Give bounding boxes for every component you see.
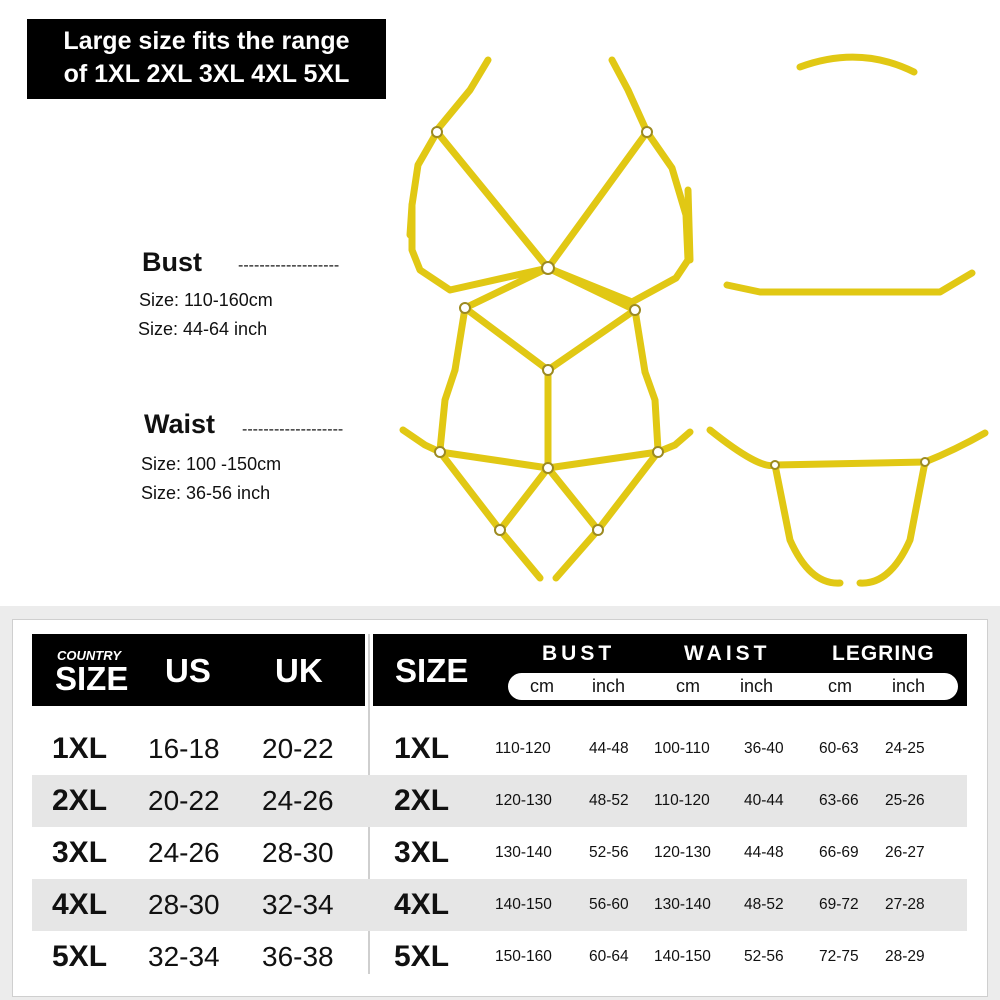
torso-right-upper	[635, 310, 645, 372]
table-row	[32, 827, 967, 879]
torso-left-lower	[440, 370, 455, 450]
uk-cell: 20-22	[262, 733, 334, 764]
waist-inch-cell: 52-56	[744, 948, 784, 965]
bust-size-cm: Size: 110-160cm	[139, 290, 273, 310]
uk-cell: 32-34	[262, 889, 334, 920]
bust-cm-unit: cm	[530, 676, 554, 696]
banner-line-2: of 1XL 2XL 3XL 4XL 5XL	[63, 60, 350, 88]
waist-cm-cell: 130-140	[654, 896, 711, 913]
o-ring-right	[642, 127, 652, 137]
o-ring-thong-right	[921, 458, 929, 466]
size-header-right: SIZE	[395, 652, 469, 689]
bust-size-inch: Size: 44-64 inch	[138, 319, 268, 339]
table-row	[32, 775, 967, 827]
bust-inch-cell: 48-52	[589, 792, 629, 809]
us-header: US	[165, 652, 211, 689]
size-cell-right: 5XL	[394, 940, 450, 973]
o-ring-mid-left	[460, 303, 470, 313]
size-cell-right: 2XL	[394, 784, 450, 817]
waist-size-inch: Size: 36-56 inch	[141, 483, 271, 503]
leg-inch-cell: 24-25	[885, 740, 925, 757]
inner-leg-left	[500, 468, 548, 530]
leg-inch-cell: 27-28	[885, 896, 925, 913]
size-header-left: SIZE	[55, 660, 129, 697]
uk-cell: 28-30	[262, 837, 334, 868]
size-cell: 2XL	[52, 784, 108, 817]
cup-left-outline	[412, 132, 548, 290]
neck-strap-left	[437, 60, 488, 130]
size-cell-right: 1XL	[394, 732, 450, 765]
o-ring-leg-right	[593, 525, 603, 535]
bust-inch-cell: 56-60	[589, 896, 629, 913]
waist-label: Waist	[144, 409, 216, 439]
bust-inch-cell: 44-48	[589, 740, 629, 757]
size-cell: 5XL	[52, 940, 108, 973]
lower-bust-strap	[465, 308, 635, 370]
o-ring-mid-right	[630, 305, 640, 315]
waist-cm-cell: 110-120	[654, 792, 710, 809]
bust-cm-cell: 130-140	[495, 844, 552, 861]
waist-cm-cell: 100-110	[654, 740, 710, 757]
bust-cm-cell: 150-160	[495, 948, 552, 965]
us-cell: 24-26	[148, 837, 220, 868]
o-ring-leg-left	[495, 525, 505, 535]
chest-band	[727, 273, 972, 292]
o-ring-waist-left	[435, 447, 445, 457]
o-ring-center	[542, 262, 554, 274]
leg-cm-cell: 60-63	[819, 740, 859, 757]
size-cell: 3XL	[52, 836, 108, 869]
waist-cm-cell: 140-150	[654, 948, 711, 965]
bust-label: Bust	[142, 247, 202, 277]
legring-header: LEGRING	[832, 642, 935, 665]
inner-leg-right	[548, 468, 598, 530]
bust-cm-cell: 120-130	[495, 792, 552, 809]
leg-inch-cell: 25-26	[885, 792, 925, 809]
waist-dashes: -------------------	[242, 421, 344, 438]
waist-cm-unit: cm	[676, 676, 700, 696]
bust-inch-cell: 60-64	[589, 948, 629, 965]
waist-inch-unit: inch	[740, 676, 774, 696]
torso-left-upper	[455, 308, 465, 370]
bust-header: BUST	[542, 642, 616, 665]
waist-header: WAIST	[684, 642, 771, 665]
bust-cm-cell: 110-120	[495, 740, 551, 757]
bust-cm-cell: 140-150	[495, 896, 552, 913]
leg-cm-cell: 63-66	[819, 792, 859, 809]
side-strap-right	[688, 190, 690, 260]
leg-strap-right	[556, 452, 658, 578]
leg-inch-cell: 28-29	[885, 948, 925, 965]
neck-band	[800, 57, 914, 72]
o-ring-thong-left	[771, 461, 779, 469]
leg-inch-cell: 26-27	[885, 844, 925, 861]
torso-right-lower	[645, 372, 658, 450]
table-row	[32, 723, 967, 775]
thong-left	[775, 465, 840, 583]
thong-waistband	[710, 430, 985, 466]
o-ring-lower	[543, 365, 553, 375]
country-label: COUNTRY	[57, 648, 122, 663]
table-row	[32, 879, 967, 931]
size-cell-right: 4XL	[394, 888, 450, 921]
leg-cm-cell: 72-75	[819, 948, 859, 965]
leg-cm-cell: 69-72	[819, 896, 859, 913]
o-ring-left	[432, 127, 442, 137]
leg-inch-unit: inch	[892, 676, 926, 696]
side-strap-left	[410, 205, 412, 235]
uk-header: UK	[275, 652, 323, 689]
o-ring-waist-right	[653, 447, 663, 457]
waist-inch-cell: 36-40	[744, 740, 784, 757]
leg-cm-cell: 66-69	[819, 844, 859, 861]
thong-right	[860, 462, 925, 583]
uk-cell: 24-26	[262, 785, 334, 816]
center-v-strap	[437, 132, 647, 268]
us-cell: 28-30	[148, 889, 220, 920]
us-cell: 32-34	[148, 941, 220, 972]
waist-cm-cell: 120-130	[654, 844, 711, 861]
waist-inch-cell: 44-48	[744, 844, 784, 861]
leg-cm-unit: cm	[828, 676, 852, 696]
waist-inch-cell: 40-44	[744, 792, 784, 809]
us-cell: 16-18	[148, 733, 220, 764]
banner-line-1: Large size fits the range	[63, 27, 350, 55]
waist-size-cm: Size: 100 -150cm	[141, 454, 282, 474]
bust-dashes: -------------------	[238, 257, 340, 274]
table-row	[32, 931, 967, 983]
bust-inch-cell: 52-56	[589, 844, 629, 861]
neck-strap-right	[612, 60, 647, 132]
size-cell: 1XL	[52, 732, 108, 765]
uk-cell: 36-38	[262, 941, 334, 972]
size-cell-right: 3XL	[394, 836, 450, 869]
us-cell: 20-22	[148, 785, 220, 816]
o-ring-waist	[543, 463, 553, 473]
leg-strap-left	[440, 452, 540, 578]
bust-inch-unit: inch	[592, 676, 626, 696]
waist-inch-cell: 48-52	[744, 896, 784, 913]
unit-bar	[508, 673, 958, 700]
size-cell: 4XL	[52, 888, 108, 921]
